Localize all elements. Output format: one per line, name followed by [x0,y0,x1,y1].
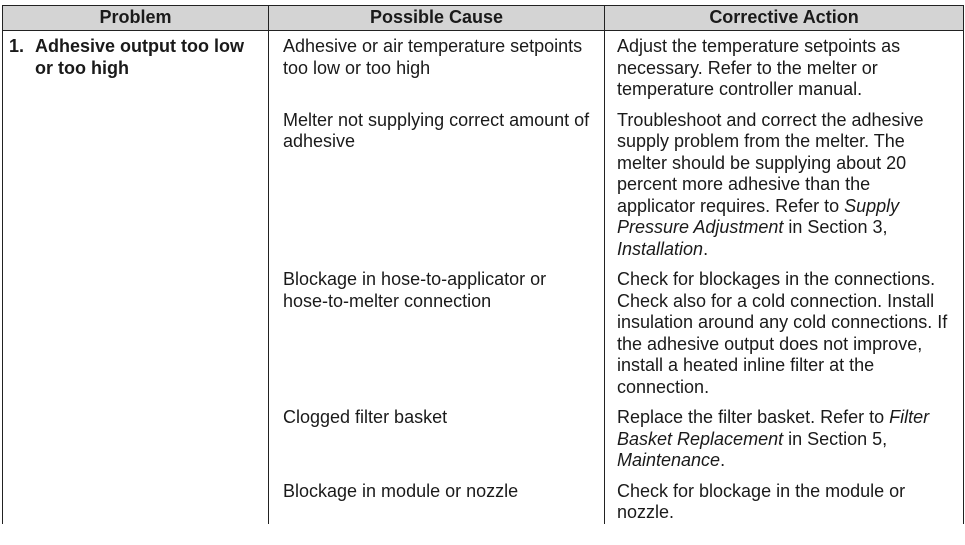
cause-cell: Clogged filter basket [269,398,605,472]
action-text: . [720,450,726,470]
cause-cell: Adhesive or air temperature setpoints too low or too high [269,31,605,101]
cause-cell: Blockage in hose-to-applicator or hose-to-melter connection [269,260,605,398]
action-text: in Section 3, [783,217,888,237]
action-section: Maintenance [617,450,721,470]
table-row [3,31,964,101]
problem-text: Adhesive output too low or too high [35,36,244,78]
action-reference: Filter Basket Replacement [617,407,930,449]
table-body [3,31,964,524]
header-row [3,6,964,31]
cause-cell: Blockage in module or nozzle [269,472,605,524]
action-cell [605,101,964,261]
action-reference: Supply Pressure Adjustment [617,195,900,237]
action-text: . [703,238,709,259]
problem-number: 1. [9,36,25,56]
action-section: Installation [617,238,704,259]
header-corrective-action: Corrective Action [605,6,964,31]
header-problem: Problem [3,6,269,31]
cause-cell: Melter not supplying correct amount of adhesive [269,101,605,261]
action-text: Replace the filter basket. Refer to [617,407,890,427]
action-cell: Adjust the temperature setpoints as necessary. Refer to the melter or temperature controller manual. [605,31,964,101]
action-text: in Section 5, [783,428,888,449]
troubleshooting-table [2,5,964,524]
action-cell: Check for blockages in the connections. Check also for a cold connection. Install insulation around any cold connections. If the adhesive output does not improve, install a heated inline filter at the connection. [605,260,964,398]
table-header [3,6,964,31]
action-cell [605,398,964,472]
problem-cell [3,31,269,524]
header-possible-cause: Possible Cause [269,6,605,31]
action-cell: Check for blockage in the module or nozzle. [605,472,964,524]
action-text: Troubleshoot and correct the adhesive supply problem from the melter. The melter should be supplying about 20 percent more adhesive than the applicator requires. Refer to [617,109,924,216]
